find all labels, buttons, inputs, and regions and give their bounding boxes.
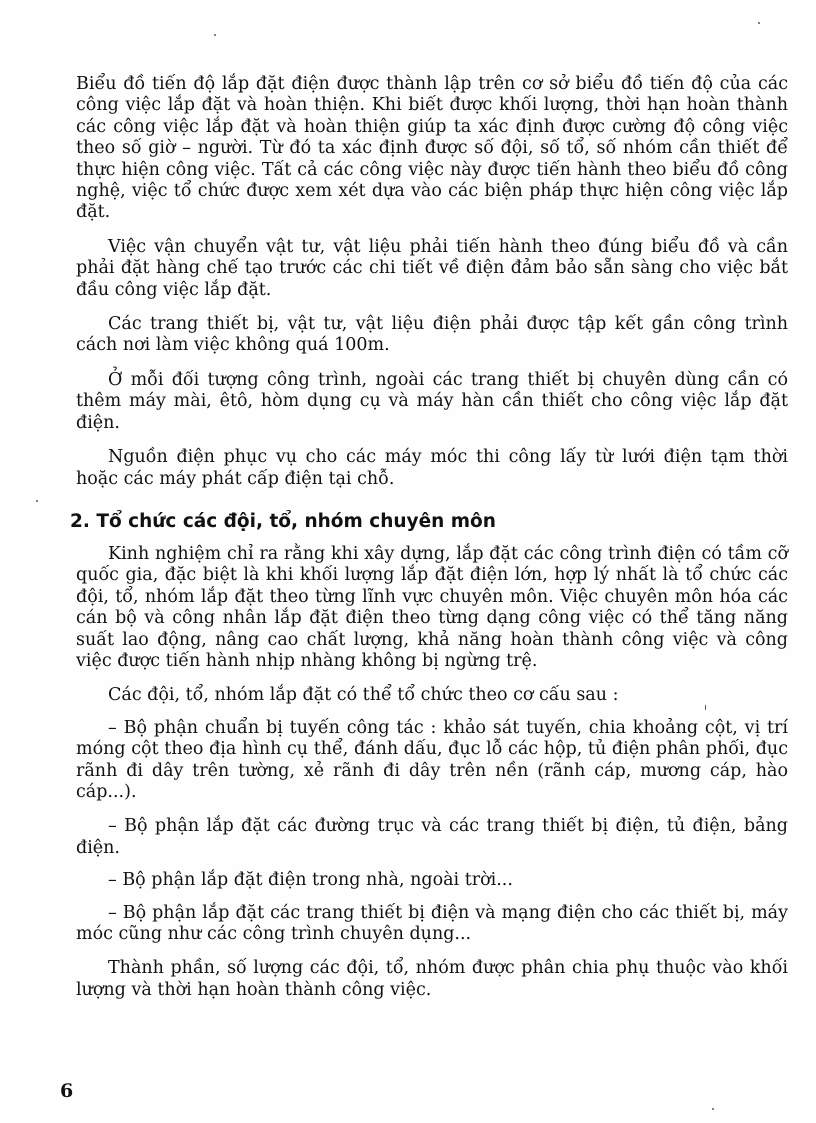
paragraph-intro-1: Biểu đồ tiến độ lắp đặt điện được thành lập trên cơ sở biểu đồ tiến độ của các công việc lắp đặt và hoàn thiện. Khi biết được khối lượng, thời hạn hoàn thành các công việc lắp đặt và hoàn thiện giúp ta xác định được cường độ công việc theo số giờ – người. Từ đó ta xác định được số đội, số tổ, số nhóm cần thiết để thực hiện công việc. Tất cả các công việc này được tiến hành theo biểu đồ công nghệ, việc tổ chức được xem xét dựa vào các biện pháp thực hiện công việc lắp đặt. <box>76 74 788 223</box>
section-heading: 2. Tổ chức các đội, tổ, nhóm chuyên môn <box>70 510 496 532</box>
paragraph-section-2: Các đội, tổ, nhóm lắp đặt có thể tổ chức theo cơ cấu sau : <box>108 685 619 706</box>
list-item-special-equipment: – Bộ phận lắp đặt các trang thiết bị điện và mạng điện cho các thiết bị, máy móc cũng như các công trình chuyên dụng... <box>76 902 788 944</box>
paragraph-intro-3: Các trang thiết bị, vật tư, vật liệu điện phải được tập kết gần công trình cách nơi làm việc không quá 100m. <box>76 314 788 356</box>
paragraph-section-closing: Thành phần, số lượng các đội, tổ, nhóm được phân chia phụ thuộc vào khối lượng và thời hạn hoàn thành công việc. <box>76 958 788 1000</box>
scan-speck <box>214 34 216 36</box>
page-number: 6 <box>60 1080 74 1102</box>
list-item-preparation: – Bộ phận chuẩn bị tuyến công tác : khảo sát tuyến, chia khoảng cột, vị trí móng cột theo địa hình cụ thể, đánh dấu, đục lỗ các hộp, tủ điện phân phối, đục rãnh đi dây trên tường, xẻ rãnh đi dây trên nền (rãnh cáp, mương cáp, hào cáp...). <box>76 717 788 802</box>
paragraph-intro-2: Việc vận chuyển vật tư, vật liệu phải tiến hành theo đúng biểu đồ và cần phải đặt hàng chế tạo trước các chi tiết về điện đảm bảo sẵn sàng cho việc bắt đầu công việc lắp đặt. <box>76 236 788 300</box>
page-body <box>70 74 788 1014</box>
paragraph-section-1: Kinh nghiệm chỉ ra rằng khi xây dựng, lắp đặt các công trình điện có tầm cỡ quốc gia, đặc biệt là khi khối lượng lắp đặt điện lớn, hợp lý nhất là tổ chức các đội, tổ, nhóm lắp đặt theo từng lĩnh vực chuyên môn. Việc chuyên môn hóa các cán bộ và công nhân lắp đặt điện theo từng dạng công việc có thể tăng năng suất lao động, nâng cao chất lượng, khả năng hoàn thành công việc và công việc được tiến hành nhịp nhàng không bị ngừng trệ. <box>76 543 788 671</box>
paragraph-intro-5: Nguồn điện phục vụ cho các máy móc thi công lấy từ lưới điện tạm thời hoặc các máy phát cấp điện tại chỗ. <box>76 447 788 489</box>
scan-speck <box>758 22 760 24</box>
scan-speck <box>705 705 706 710</box>
list-item-main-lines: – Bộ phận lắp đặt các đường trục và các trang thiết bị điện, tủ điện, bảng điện. <box>76 816 788 858</box>
scan-speck <box>712 1108 714 1110</box>
list-item-indoor-outdoor: – Bộ phận lắp đặt điện trong nhà, ngoài trời... <box>108 870 513 891</box>
scan-speck <box>36 500 38 502</box>
paragraph-intro-4: Ở mỗi đối tượng công trình, ngoài các trang thiết bị chuyên dùng cần có thêm máy mài, êtô, hòm dụng cụ và máy hàn cần thiết cho công việc lắp đặt điện. <box>76 369 788 433</box>
